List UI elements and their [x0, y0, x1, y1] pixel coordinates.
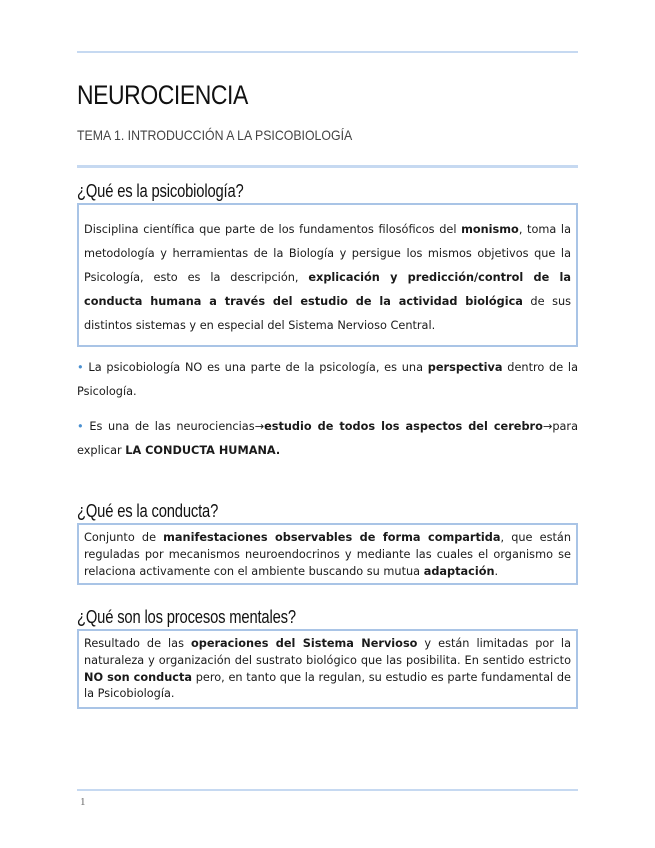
bullet-perspectiva: • La psicobiología NO es una parte de la psicología, es una perspectiva dentro de la Psicología.	[77, 361, 578, 398]
definition-box-procesos-mentales	[77, 629, 578, 709]
bullet-icon: •	[77, 420, 84, 433]
page-number: 1	[80, 796, 86, 808]
definition-text: Conjunto de manifestaciones observables de forma compartida, que están reguladas por mecanismos neuroendocrinos y mediante las cuales el organismo se relaciona activamente con el ambiente buscando su mutua adaptación.	[84, 531, 571, 578]
document-subtitle: TEMA 1. INTRODUCCIÓN A LA PSICOBIOLOGÍA	[77, 127, 353, 143]
section-heading-psicobiologia: ¿Qué es la psicobiología?	[77, 181, 244, 201]
section-heading-conducta: ¿Qué es la conducta?	[77, 501, 219, 521]
top-rule	[77, 51, 578, 53]
section-heading-procesos-mentales: ¿Qué son los procesos mentales?	[77, 607, 296, 627]
definition-box-conducta	[77, 523, 578, 585]
footer-rule	[77, 789, 578, 791]
bullet-icon: •	[77, 361, 84, 374]
bullet-neurociencias: • Es una de las neurociencias→estudio de todos los aspectos del cerebro→para explicar LA CONDUCTA HUMANA.	[77, 420, 579, 457]
definition-text: Resultado de las operaciones del Sistema Nervioso y están limitadas por la naturaleza y organización del sustrato biológico que las posibilita. En sentido estricto NO son conducta pero, en tanto que la regulan, su estudio es parte fundamental de la Psicobiología.	[84, 637, 571, 701]
document-title: NEUROCIENCIA	[77, 80, 248, 110]
definition-box-psicobiologia	[77, 203, 578, 347]
definition-text: Disciplina científica que parte de los fundamentos filosóficos del monismo, toma la metodología y herramientas de la Biología y persigue los mismos objetivos que la Psicología, esto es la descripción, explicación y predicción/control de la conducta humana a través del estudio de la actividad biológica de sus distintos sistemas y en especial del Sistema Nervioso Central.	[84, 223, 572, 332]
title-rule	[77, 165, 578, 168]
